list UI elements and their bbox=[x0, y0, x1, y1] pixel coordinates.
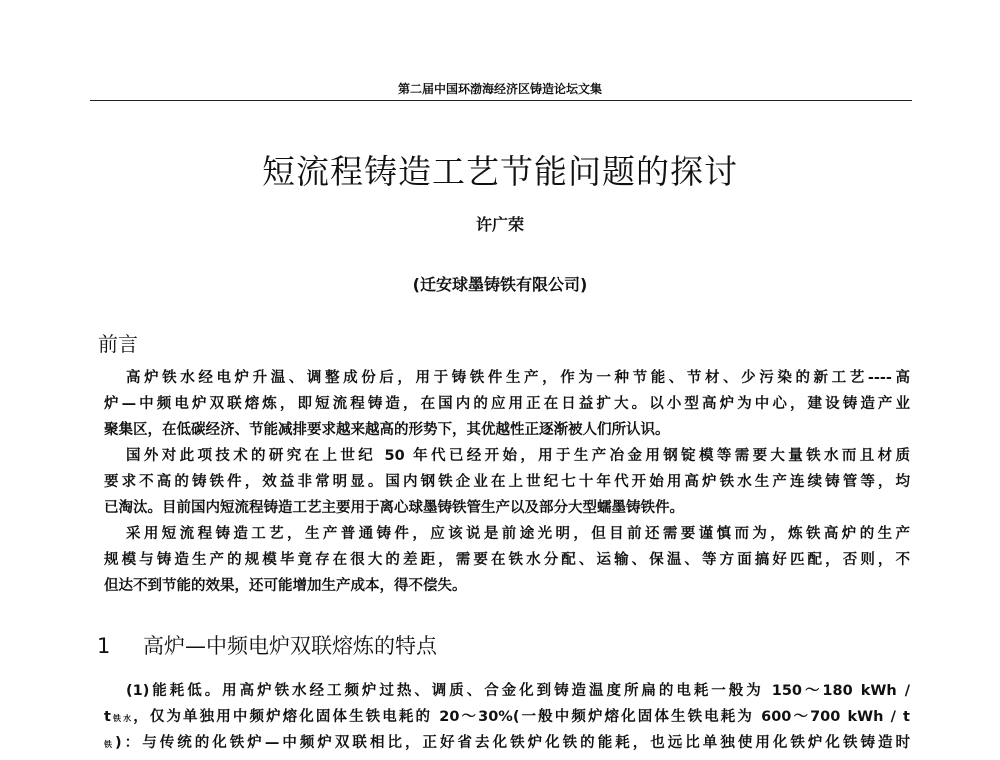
text-line: (1)能耗低。用高炉铁水经工频炉过热、调质、合金化到铸造温度所扁的电耗一般为 150～180 kWh / bbox=[126, 683, 910, 699]
text-line: 规模与铸造生产的规模毕竟存在很大的差距，需要在铁水分配、运输、保温、等方面搞好匹配，否则，不 bbox=[104, 552, 910, 568]
text-line: 国外对此项技术的研究在上世纪 50 年代已经开始，用于生产冶金用钢锭模等需要大量铁水而且材质 bbox=[126, 448, 910, 464]
text-line bbox=[104, 704, 910, 730]
author: 许广荣 bbox=[475, 215, 524, 234]
preface-heading: 前言 bbox=[98, 332, 138, 356]
text-line: 高炉铁水经电炉升温、调整成份后，用于铸铁件生产，作为一种节能、节材、少污染的新工艺----高 bbox=[126, 370, 910, 386]
section-1-body bbox=[104, 678, 910, 756]
affiliation: (迁安球墨铸铁有限公司) bbox=[412, 275, 588, 294]
text-line: 采用短流程铸造工艺，生产普通铸件，应该说是前途光明，但目前还需要谨慎而为，炼铁高炉的生产 bbox=[126, 526, 910, 542]
paper-title: 短流程铸造工艺节能问题的探讨 bbox=[262, 152, 738, 191]
text-line: 已淘汰。目前国内短流程铸造工艺主要用于离心球墨铸铁管生产以及部分大型蠕墨铸铁件。 bbox=[104, 500, 684, 516]
text-line: 要求不高的铸铁件，效益非常明显。国内钢铁企业在上世纪七十年代开始用高炉铁水生产连续铸管等，均 bbox=[104, 474, 910, 490]
section-1-heading bbox=[97, 630, 437, 660]
section-title: 高炉—中频电炉双联熔炼的特点 bbox=[143, 634, 437, 658]
text-segment: )：与传统的化铁炉—中频炉双联相比，正好省去化铁炉化铁的能耗，也远比单独使用化铁炉化铁铸造时 bbox=[115, 735, 911, 751]
subscript: 铁水 bbox=[110, 714, 134, 723]
preface-body bbox=[104, 365, 910, 599]
text-line: 聚集区，在低碳经济、节能减排要求越来越高的形势下，其优越性正逐渐被人们所认识。 bbox=[104, 422, 670, 438]
section-number: 1 bbox=[97, 634, 111, 658]
unit-t: t bbox=[104, 709, 111, 725]
subscript: 铁 bbox=[104, 740, 116, 749]
text-line: 炉—中频电炉双联熔炼，即短流程铸造，在国内的应用正在日益扩大。以小型高炉为中心，建设铸造产业 bbox=[104, 396, 910, 412]
header-rule bbox=[90, 100, 912, 101]
running-header: 第二届中国环渤海经济区铸造论坛文集 bbox=[397, 82, 602, 96]
text-line bbox=[104, 730, 910, 756]
text-segment: ，仅为单独用中频炉熔化固体生铁电耗的 20～30%(一般中频炉熔化固体生铁电耗为 600～700 kWh / t bbox=[133, 709, 910, 725]
text-line: 但达不到节能的效果，还可能增加生产成本，得不偿失。 bbox=[104, 578, 467, 594]
